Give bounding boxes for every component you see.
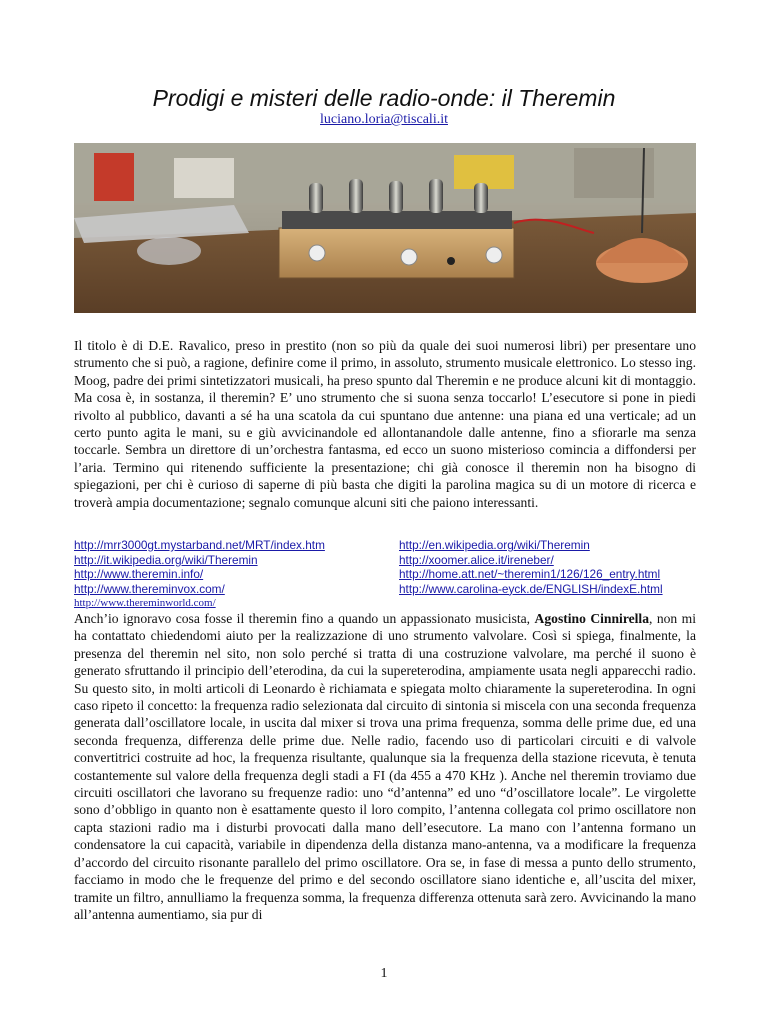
intro-paragraph: Il titolo è di D.E. Ravalico, preso in prestito (non so più da quale dei suoi numerosi libri) per presentare uno strumento che si può, a ragione, definire come il primo, in assoluto, strumento musicale elettronico. Lo stesso ing. Moog, padre dei primi sintetizzatori musicali, ha preso spunto dal Theremin e ne produce alcuni kit di montaggio. Ma cosa è, in sostanza, il theremin? E’ uno strumento che si suona senza toccarlo! L’esecutore si pone in piedi rivolto al pubblico, davanti a sé ha una scatola da cui spuntano due antenne: una piana ed una verticale; ad un certo punto agita le mani, su e giù avvicinandole ed allontanandole dalle antenne, fino a sfiorarle ma senza toccarle. Sembra un direttore di un’orchestra fantasma, ed ecco un suono misterioso comincia a diffondersi per l’aria. Termino qui ritenendo sufficiente la presentazione; chi già conosce il theremin non ha bisogno di spiegazioni, per chi è curioso di saperne di più basta che digiti la parolina magica su di un motore di ricerca e troverà ampia documentazione; segnalo comunque alcuni siti che paiono interessanti. (74, 338, 696, 510)
link-row (74, 567, 714, 582)
link-it-wikipedia[interactable]: http://it.wikipedia.org/wiki/Theremin (74, 552, 258, 567)
link-row (74, 596, 714, 611)
theremin-photo (74, 143, 696, 313)
paragraph-body-text: , non mi ha contattato chiedendomi aiuto per la realizzazione di uno strumento valvolare. Così si spiega, finalmente, la presenza del theremin nel sito, non solo perché si tratta di una costruzione valvolare, ma perché il suono è generato sfruttando il principio dell’eterodina, da cui la supereterodina, ampiamente usata negli apparecchi radio. Su questo sito, in molti articoli di Leonardo è richiamata e spiegata molto chiaramente la supereterodina. In ogni caso ripeto il concetto: la frequenza radio selezionata dal circuito di sintonia si miscela con una seconda frequenza generata dall’oscillatore locale, in uscita dal mixer si trova una prima frequenza, somma delle prime due, ed una seconda frequenza, differenza delle prime due. Nelle radio, facendo uso di particolari circuiti e di valvole convertitrici costruite ad hoc, la frequenza risultante, qualunque sia la frequenza della stazione ricevuta, è tenuta costantemente sul valore della frequenza degli stadi a FI (da 455 a 470 KHz ). Anche nel theremin troviamo due circuiti oscillatori che lavorano su frequenze radio: uno “d’antenna” ed uno “d’oscillatore locale”. Le virgolette sono d’obbligo in quanto non è esattamente questo il loro compito, l’antenna collegata col primo oscillatore non capta stazioni radio ma i disturbi provocati dalla mano dell’esecutore. La mano con l’antenna formano un condensatore la cui capacità, variabile in dipendenza della distanza mano-antenna, va a modificare la frequenza d’accordo del circuito risonante parallelo del primo oscillatore. Ora se, in fase di messa a punto dello strumento, facciamo in modo che le frequenze del primo e del secondo oscillatore siano identiche e, all’uscita del mixer, tramite un filtro, annulliamo la frequenza somma, la frequenza differenza ottenuta sarà zero. Avvicinando la mano all’antenna aumentiamo, sia pur di (74, 611, 697, 922)
paragraph-intro-text: Anch’io ignoravo cosa fosse il theremin fino a quando un appassionato musicista, (74, 611, 535, 626)
link-theremin-info[interactable]: http://www.theremin.info/ (74, 567, 204, 582)
link-list (74, 538, 714, 611)
link-row (74, 582, 714, 597)
document-title: Prodigi e misteri delle radio-onde: il Theremin (152, 85, 616, 111)
body-paragraph (74, 610, 696, 923)
link-mrr3000gt[interactable]: http://mrr3000gt.mystarband.net/MRT/index.htm (74, 538, 325, 552)
link-thereminworld[interactable]: http://www.thereminworld.com/ (74, 597, 216, 610)
musician-name: Agostino Cinnirella (534, 611, 649, 626)
page-number: 1 (380, 966, 388, 981)
author-email-link[interactable]: luciano.loria@tiscali.it (320, 112, 448, 127)
link-row (74, 553, 714, 568)
link-att-theremin[interactable]: http://home.att.net/~theremin1/126/126_entry.html (399, 567, 661, 582)
link-thereminvox[interactable]: http://www.thereminvox.com/ (74, 581, 225, 596)
link-xoomer[interactable]: http://xoomer.alice.it/ireneber/ (399, 552, 554, 567)
link-carolina-eyck[interactable]: http://www.carolina-eyck.de/ENGLISH/indexE.html (399, 581, 663, 596)
link-row (74, 538, 714, 553)
link-en-wikipedia[interactable]: http://en.wikipedia.org/wiki/Theremin (399, 538, 590, 552)
